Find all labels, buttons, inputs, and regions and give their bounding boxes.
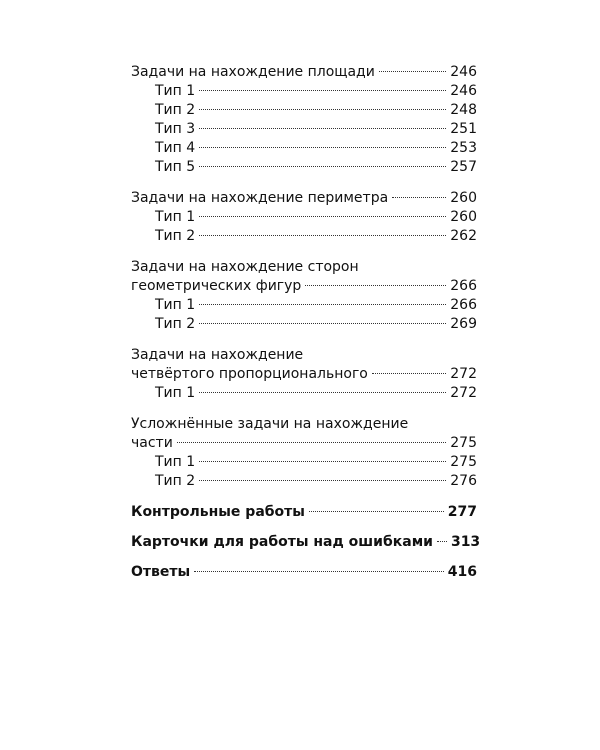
toc-subentry-label: Тип 1 [155,209,196,225]
toc-entry [131,434,477,453]
toc-subentry-page: 253 [450,140,477,156]
dot-leader [177,442,446,443]
dot-leader [309,511,444,512]
dot-leader [199,235,446,236]
dot-leader [372,373,446,374]
toc-entry-page: 266 [450,278,477,294]
toc-subentry-label: Тип 2 [155,473,196,489]
toc-subentry-page: 246 [450,83,477,99]
toc-bold-entry-page: 416 [447,564,477,580]
dot-leader [305,285,446,286]
dot-leader [199,461,446,462]
toc-subentry-label: Тип 2 [155,228,196,244]
toc-subentry-page: 260 [450,209,477,225]
toc-subentry-page: 251 [450,121,477,137]
toc-entry-title: Задачи на нахождение площади [131,64,375,80]
toc-subentry-label: Тип 4 [155,140,196,156]
table-of-contents [131,63,481,593]
toc-subentry-label: Тип 1 [155,385,196,401]
toc-subentry-label: Тип 2 [155,102,196,118]
toc-subentry [131,227,477,246]
toc-subentry [131,208,477,227]
toc-subentry-page: 248 [450,102,477,118]
toc-bold-entry-title: Карточки для работы над ошибками [131,534,433,550]
toc-subentry-label: Тип 2 [155,316,196,332]
toc-subentry-page: 275 [450,454,477,470]
toc-subentry [131,472,477,491]
dot-leader [392,197,446,198]
toc-section-area [131,63,477,177]
dot-leader [379,71,446,72]
toc-entry-title: Задачи на нахождение периметра [131,190,389,206]
toc-entry-page: 272 [450,366,477,382]
toc-subentry [131,158,477,177]
toc-entry [131,189,477,208]
toc-entry-title: части [131,435,173,451]
dot-leader [199,128,446,129]
dot-leader [199,90,446,91]
toc-bold-entry [131,533,481,552]
toc-entry-page: 275 [450,435,477,451]
toc-subentry-page: 269 [450,316,477,332]
toc-subentry-page: 272 [450,385,477,401]
toc-subentry [131,82,477,101]
toc-bold-entry-title: Контрольные работы [131,504,305,520]
toc-subentry-page: 276 [450,473,477,489]
toc-subentry [131,315,477,334]
dot-leader [199,392,446,393]
toc-subentry [131,101,477,120]
dot-leader [437,541,447,542]
toc-subentry-page: 266 [450,297,477,313]
toc-entry-title-line1: Задачи на нахождение сторон [131,259,359,275]
toc-subentry [131,139,477,158]
toc-section-sides [131,258,477,334]
toc-bold-entry [131,503,477,522]
toc-subentry-page: 257 [450,159,477,175]
toc-section-complex [131,415,477,491]
dot-leader [194,571,444,572]
toc-subentry [131,384,477,403]
toc-subentry [131,120,477,139]
toc-section-perimeter [131,189,477,246]
toc-entry-title-line1: Задачи на нахождение [131,347,304,363]
dot-leader [199,147,446,148]
dot-leader [199,323,446,324]
toc-bold-entry-page: 277 [447,504,477,520]
toc-subentry-label: Тип 1 [155,454,196,470]
toc-subentry-label: Тип 1 [155,83,196,99]
toc-entry-page: 260 [450,190,477,206]
toc-subentry [131,453,477,472]
toc-entry [131,63,477,82]
toc-subentry-page: 262 [450,228,477,244]
toc-bold-entry-page: 313 [450,534,481,550]
toc-section-proportional [131,346,477,403]
dot-leader [199,216,446,217]
dot-leader [199,304,446,305]
toc-bold-entry [131,563,477,582]
toc-entry [131,365,477,384]
dot-leader [199,166,446,167]
toc-entry-title: геометрических фигур [131,278,302,294]
dot-leader [199,109,446,110]
toc-entry-title-line1: Усложнённые задачи на нахождение [131,416,409,432]
toc-entry-title: четвёртого пропорционального [131,366,368,382]
toc-subentry-label: Тип 5 [155,159,196,175]
toc-subentry-label: Тип 3 [155,121,196,137]
dot-leader [199,480,446,481]
toc-entry [131,277,477,296]
toc-bold-entry-title: Ответы [131,564,191,580]
toc-subentry-label: Тип 1 [155,297,196,313]
toc-entry-page: 246 [450,64,477,80]
toc-subentry [131,296,477,315]
